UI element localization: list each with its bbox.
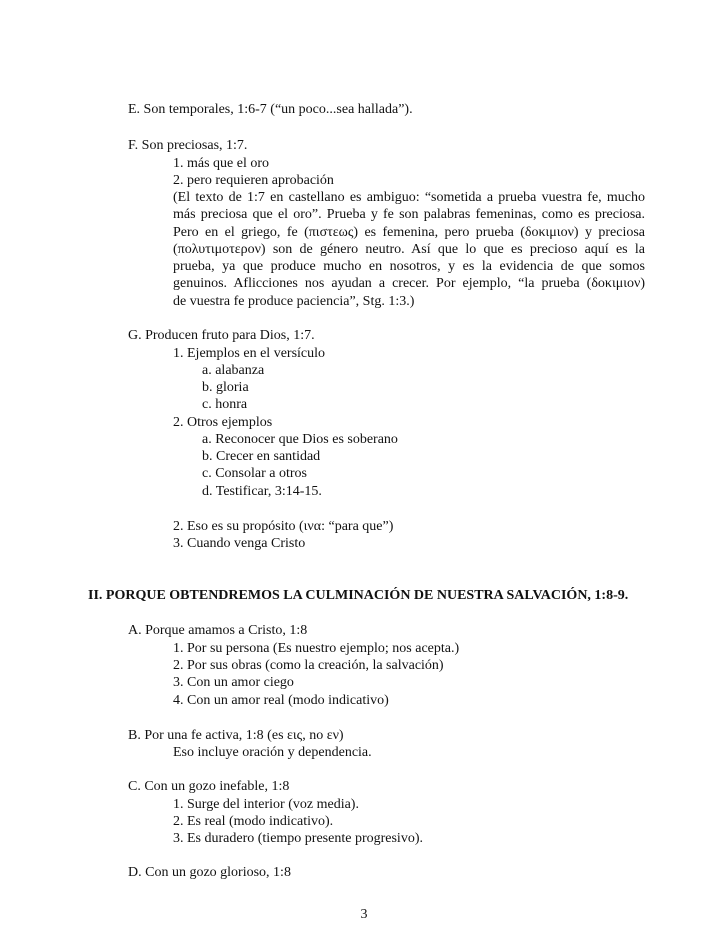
outline-line: a. Reconocer que Dios es soberano <box>202 432 398 447</box>
outline-line: 2. pero requieren aprobación <box>173 173 334 188</box>
outline-line: genuinos. Aflicciones nos ayudan a crecer. Por ejemplo, “la prueba (δοκιμιον) <box>173 276 645 291</box>
outline-line: b. gloria <box>202 380 249 395</box>
outline-line: E. Son temporales, 1:6-7 (“un poco...sea hallada”). <box>128 102 413 117</box>
outline-line: 1. Por su persona (Es nuestro ejemplo; nos acepta.) <box>173 641 460 656</box>
outline-line: D. Con un gozo glorioso, 1:8 <box>128 865 291 880</box>
outline-line: 3. Cuando venga Cristo <box>173 536 306 551</box>
outline-line: C. Con un gozo inefable, 1:8 <box>128 779 290 794</box>
outline-line: 2. Por sus obras (como la creación, la salvación) <box>173 658 444 673</box>
outline-line: b. Crecer en santidad <box>202 449 321 464</box>
outline-line: c. honra <box>202 397 248 412</box>
page-number: 3 <box>360 907 368 922</box>
outline-line: 3. Con un amor ciego <box>173 675 294 690</box>
outline-line: a. alabanza <box>202 363 265 378</box>
outline-line: 2. Otros ejemplos <box>173 415 273 430</box>
outline-line: de vuestra fe produce paciencia”, Stg. 1:3.) <box>173 294 415 309</box>
outline-line: A. Porque amamos a Cristo, 1:8 <box>128 623 308 638</box>
outline-line: 3. Es duradero (tiempo presente progresivo). <box>173 831 423 846</box>
outline-line: 1. Surge del interior (voz media). <box>173 797 359 812</box>
outline-line: prueba, ya que produce mucho en nosotros, y es la evidencia de que somos <box>173 259 645 274</box>
outline-line: más preciosa que el oro”. Prueba y fe son palabras femeninas, como es preciosa. <box>173 207 645 222</box>
outline-line: (El texto de 1:7 en castellano es ambiguo: “sometida a prueba vuestra fe, mucho <box>173 190 645 205</box>
outline-line: (πολυτιμοτερον) son de género neutro. Así que lo que es precioso aquí es la <box>173 242 645 257</box>
outline-line: B. Por una fe activa, 1:8 (es εις, no εν) <box>128 728 344 743</box>
outline-line: c. Consolar a otros <box>202 466 307 481</box>
outline-line: Eso incluye oración y dependencia. <box>173 745 372 760</box>
outline-line: Pero en el griego, fe (πιστεως) es femenina, pero prueba (δοκιμιον) y preciosa <box>173 225 645 240</box>
outline-line: 1. Ejemplos en el versículo <box>173 346 326 361</box>
outline-line: G. Producen fruto para Dios, 1:7. <box>128 328 315 343</box>
outline-line: d. Testificar, 3:14-15. <box>202 484 322 499</box>
section-heading: II. PORQUE OBTENDREMOS LA CULMINACIÓN DE NUESTRA SALVACIÓN, 1:8-9. <box>88 588 629 603</box>
outline-line: 1. más que el oro <box>173 156 270 171</box>
outline-line: 2. Es real (modo indicativo). <box>173 814 334 829</box>
outline-line: F. Son preciosas, 1:7. <box>128 138 248 153</box>
outline-line: 4. Con un amor real (modo indicativo) <box>173 693 389 708</box>
outline-line: 2. Eso es su propósito (ινα: “para que”) <box>173 519 394 534</box>
